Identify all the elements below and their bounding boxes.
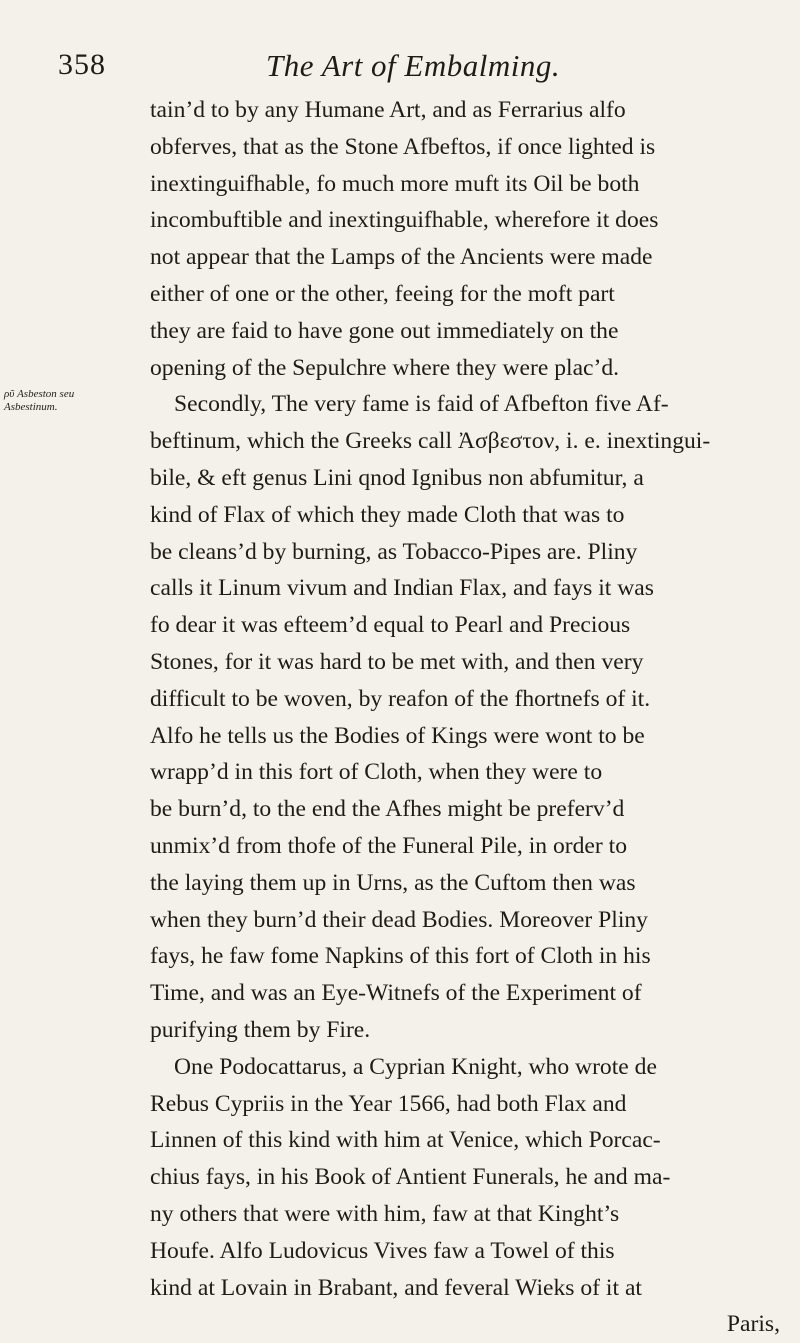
text-line: chius fays, in his Book of Antient Funerals, he and ma- — [150, 1164, 671, 1191]
text-line: when they burn’d their dead Bodies. Moreover Pliny — [150, 906, 648, 933]
text-line: ny others that were with him, faw at that Kinght’s — [150, 1200, 620, 1227]
text-line: Rebus Cypriis in the Year 1566, had both Flax and — [150, 1090, 627, 1117]
page-number: 358 — [58, 48, 106, 81]
running-head: The Art of Embalming. — [266, 48, 561, 83]
text-line: Secondly, The very fame is faid of Afbefton five Af- — [174, 391, 669, 418]
text-line: Stones, for it was hard to be met with, and then very — [150, 648, 644, 675]
margin-note-line: Asbestinum. — [4, 401, 58, 413]
text-line: obferves, that as the Stone Afbeftos, if once lighted is — [150, 133, 656, 160]
text-line: not appear that the Lamps of the Ancients were made — [150, 244, 653, 271]
text-line: fo dear it was efteem’d equal to Pearl and Precious — [150, 612, 631, 639]
text-line: Time, and was an Eye-Witnefs of the Experiment of — [150, 980, 642, 1007]
text-line: One Podocattarus, a Cyprian Knight, who wrote de — [174, 1053, 657, 1080]
margin-note-line: ρῦ Asbeston seu — [4, 388, 75, 400]
text-line: either of one or the other, feeing for the moft part — [150, 280, 615, 307]
body-text — [150, 92, 780, 1343]
text-line: incombuftible and inextinguifhable, wherefore it does — [150, 207, 659, 234]
text-line: Houfe. Alfo Ludovicus Vives faw a Towel of this — [150, 1237, 615, 1264]
text-line: calls it Linum vivum and Indian Flax, and fays it was — [150, 575, 654, 602]
text-line: inextinguifhable, fo much more muft its Oil be both — [150, 170, 640, 197]
page-header — [58, 48, 748, 88]
text-line: they are faid to have gone out immediately on the — [150, 317, 619, 344]
text-line: tain’d to by any Humane Art, and as Ferrarius alfo — [150, 97, 626, 123]
text-line: kind of Flax of which they made Cloth that was to — [150, 501, 625, 528]
text-line: purifying them by Fire. — [150, 1016, 371, 1043]
text-line: difficult to be woven, by reafon of the fhortnefs of it. — [150, 685, 651, 712]
text-line: kind at Lovain in Brabant, and feveral Wieks of it at — [150, 1274, 642, 1301]
text-line: bile, & eft genus Lini qnod Ignibus non abfumitur, a — [150, 464, 644, 491]
text-line: unmix’d from thofe of the Funeral Pile, in order to — [150, 832, 628, 859]
text-line: be cleans’d by burning, as Tobacco-Pipes are. Pliny — [150, 538, 638, 565]
text-line: Alfo he tells us the Bodies of Kings were wont to be — [150, 722, 645, 749]
catchword: Paris, — [726, 1311, 780, 1338]
text-line: the laying them up in Urns, as the Cuftom then was — [150, 869, 636, 896]
text-line: Linnen of this kind with him at Venice, which Porcac- — [150, 1127, 661, 1154]
text-line: wrapp’d in this fort of Cloth, when they were to — [150, 759, 603, 786]
margin-note — [4, 388, 144, 414]
text-line: be burn’d, to the end the Afhes might be preferv’d — [150, 796, 625, 823]
text-line: beftinum, which the Greeks call Ἀσβεστον, i. e. inextingui- — [150, 428, 711, 455]
text-line: fays, he faw fome Napkins of this fort of Cloth in his — [150, 943, 651, 970]
text-line: opening of the Sepulchre where they were plac’d. — [150, 354, 620, 381]
